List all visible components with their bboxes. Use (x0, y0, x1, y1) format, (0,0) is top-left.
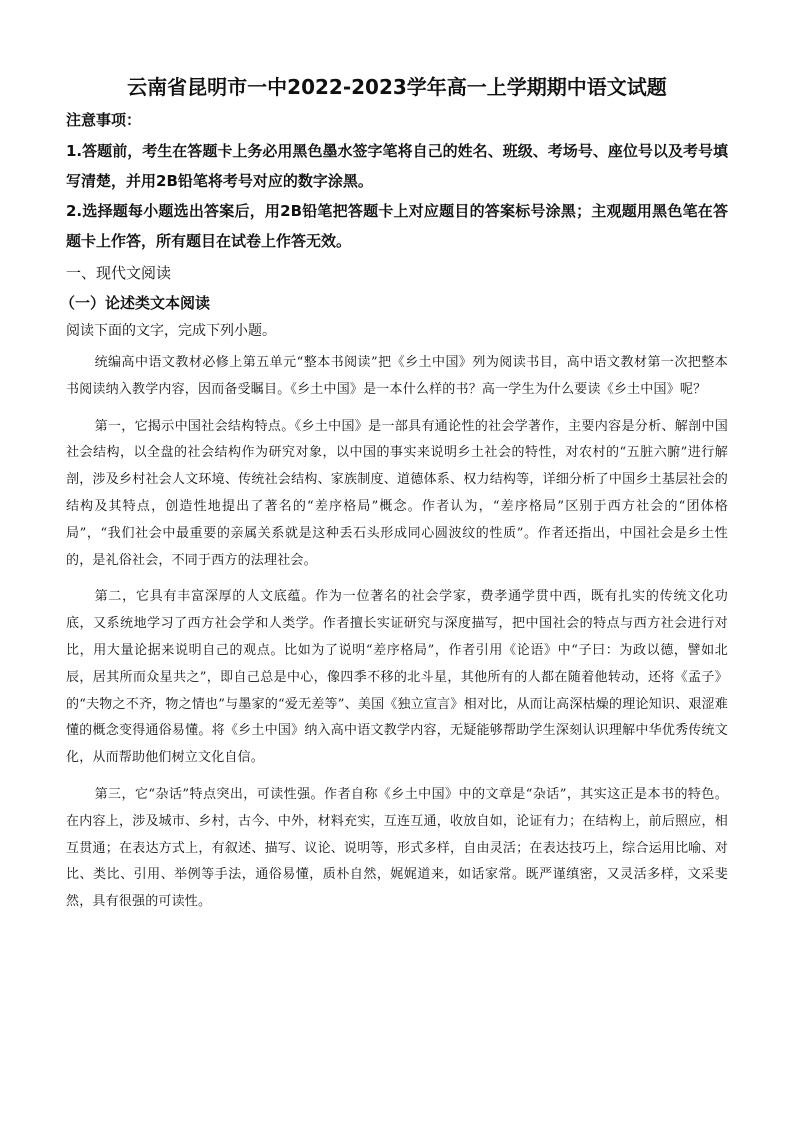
page-title: 云南省昆明市一中2022-2023学年高一上学期期中语文试题 (127, 75, 667, 99)
body-paragraph-1: 统编高中语文教材必修上第五单元“整本书阅读”把《乡土中国》列为阅读书目，高中语文教材第一次把整本书阅读纳入教学内容，因而备受瞩目。《乡土中国》是一本什么样的书？高一学生为什么要读《乡土中国》呢？ (66, 355, 728, 397)
notice-heading: 注意事项： (66, 111, 142, 129)
notice-item-1: 1.答题前，考生在答题卡上务必用黑色墨水签字笔将自己的姓名、班级、考场号、座位号以及考号填写清楚，并用2B铅笔将考号对应的数字涂黑。 (66, 142, 728, 190)
reading-instruction: 阅读下面的文字，完成下列小题。 (66, 323, 276, 339)
body-paragraph-2: 第一，它揭示中国社会结构特点。《乡土中国》是一部具有通论性的社会学著作，主要内容是分析、解剖中国社会结构，以全盘的社会结构作为研究对象，以中国的事实来说明乡土社会的特性，对农村的“五脏六腑”进行解剖，涉及乡村社会人文环境、传统社会结构、家族制度、道德体系、权力结构等，详细分析了中国乡土基层社会的结构及其特点，创造性地提出了著名的“差序格局”概念。作者认为，“差序格局”区别于西方社会的“团体格局”，“我们社会中最重要的亲属关系就是这种丢石头形成同心圆波纹的性质”。作者还指出，中国社会是乡土性的，是礼俗社会，不同于西方的法理社会。 (66, 418, 728, 568)
body-paragraph-4: 第三，它“杂话”特点突出，可读性强。作者自称《乡土中国》中的文章是“杂话”，其实这正是本书的特色。在内容上，涉及城市、乡村，古今、中外，材料充实，互连互通，收放自如，论证有力；在结构上，前后照应，相互贯通；在表达方式上，有叙述、描写、议论、说明等，形式多样，自由灵活；在表达技巧上，综合运用比喻、对比、类比、引用、举例等手法，通俗易懂，质朴自然，娓娓道来，如话家常。既严谨缜密，又灵活多样，文采斐然，具有很强的可读性。 (66, 786, 728, 910)
section-heading: 一、现代文阅读 (66, 264, 172, 282)
body-paragraph-3: 第二，它具有丰富深厚的人文底蕴。作为一位著名的社会学家，费孝通学贯中西，既有扎实的传统文化功底，又系统地学习了西方社会学和人类学。作者擅长实证研究与深度描写，把中国社会的特点与西方社会进行对比，用大量论据来说明自己的观点。比如为了说明“差序格局”，作者引用《论语》中“子曰：为政以德，譬如北辰，居其所而众星共之”，即自己总是中心，像四季不移的北斗星，其他所有的人都在随着他转动，还将《孟子》的“夫物之不齐，物之情也”与墨家的“爱无差等”、美国《独立宣言》相对比，从而让高深枯燥的理论知识、艰涩难懂的概念变得通俗易懂。将《乡土中国》纳入高中语文教学内容，无疑能够帮助学生深刻认识理解中华优秀传统文化，从而帮助他们树立文化自信。 (66, 589, 728, 766)
notice-item-2: 2.选择题每小题选出答案后，用2B铅笔把答题卡上对应题目的答案标号涂黑；主观题用黑色笔在答题卡上作答，所有题目在试卷上作答无效。 (66, 202, 728, 250)
sub-heading: （一）论述类文本阅读 (60, 294, 211, 312)
